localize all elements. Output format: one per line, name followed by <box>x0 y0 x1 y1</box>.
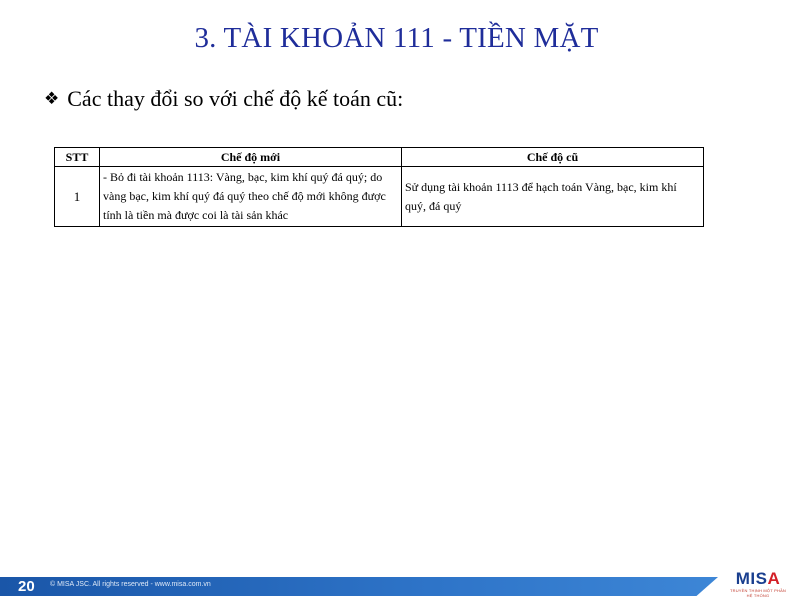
table-header-row <box>55 148 704 167</box>
cell-old-regime: Sử dụng tài khoản 1113 để hạch toán Vàng, bạc, kim khí quý, đá quý <box>402 167 704 227</box>
slide-subtitle <box>44 86 403 112</box>
diamond-bullet-icon: ❖ <box>44 89 60 108</box>
cell-stt: 1 <box>55 167 100 227</box>
footer-copyright: © MISA JSC. All rights reserved - www.misa.com.vn <box>50 581 211 588</box>
anniversary-logo: 20 <box>18 578 35 595</box>
header-new-regime: Chế độ mới <box>100 148 402 167</box>
comparison-table <box>54 147 704 227</box>
footer <box>0 577 793 596</box>
misa-wordmark: MISA <box>735 569 781 588</box>
cell-new-regime: - Bỏ đi tài khoản 1113: Vàng, bạc, kim khí quý đá quý; do vàng bạc, kim khí quý đá quý theo chế độ mới không được tính là tiền mà được coi là tài sản khác <box>100 167 402 227</box>
misa-logo <box>728 569 788 598</box>
table-row <box>55 167 704 227</box>
header-old-regime: Chế độ cũ <box>402 148 704 167</box>
slide-title: 3. TÀI KHOẢN 111 - TIỀN MẶT <box>194 22 599 54</box>
misa-tagline: TRUYỀN THỊNH MỘT PHẦN HỆ THỐNG <box>729 588 787 598</box>
header-stt: STT <box>55 148 100 167</box>
subtitle-text: Các thay đổi so với chế độ kế toán cũ: <box>67 86 404 111</box>
